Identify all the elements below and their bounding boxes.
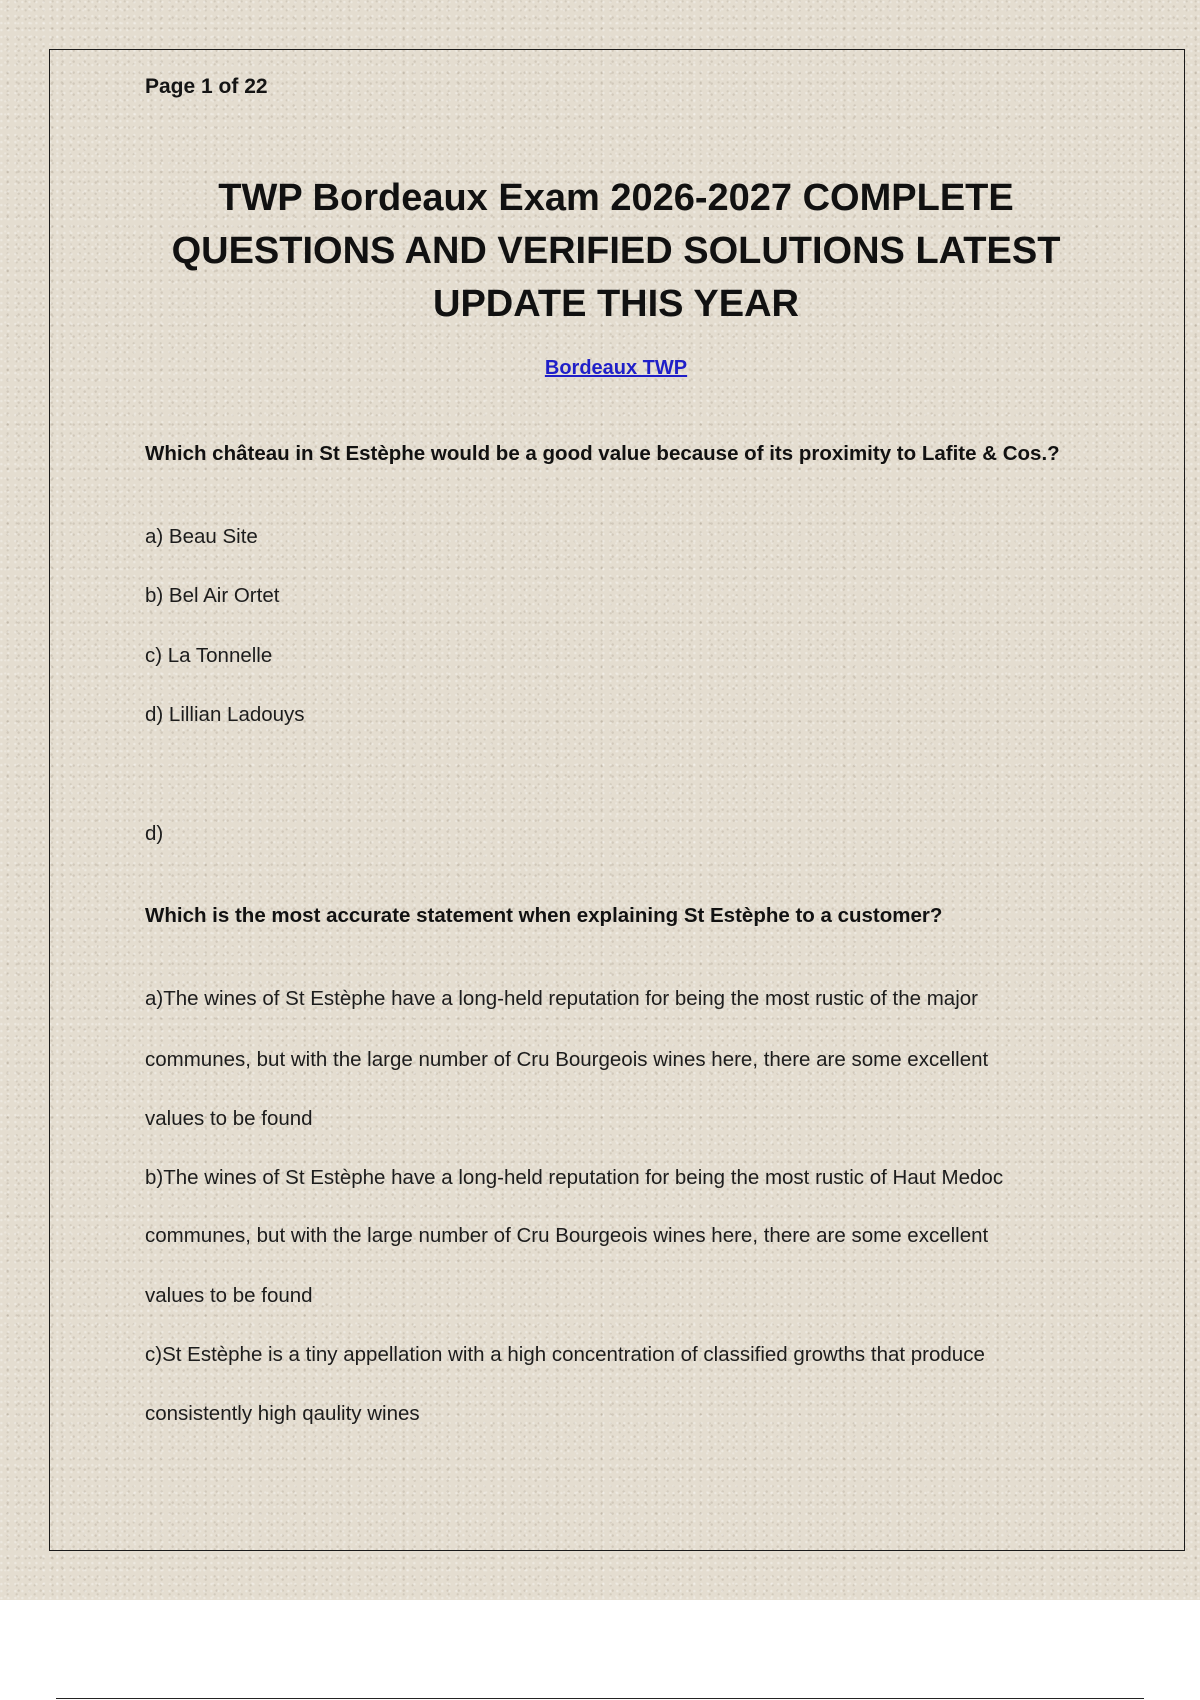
source-link[interactable]: Bordeaux TWP — [544, 357, 688, 379]
question-2-option-line: b)The wines of St Estèphe have a long-held reputation for being the most rustic of Haut Medoc — [145, 1166, 1004, 1189]
question-1-answer: d) — [145, 822, 164, 845]
question-1-option-b: b) Bel Air Ortet — [145, 584, 280, 607]
question-2-option-line: a)The wines of St Estèphe have a long-held reputation for being the most rustic of the major — [145, 987, 978, 1010]
question-2-option-line: consistently high qaulity wines — [145, 1402, 420, 1425]
question-1-option-a: a) Beau Site — [145, 525, 258, 548]
title-line: TWP Bordeaux Exam 2026-2027 COMPLETE — [218, 177, 1014, 219]
question-2-option-line: communes, but with the large number of Cru Bourgeois wines here, there are some excellent — [145, 1224, 989, 1247]
document-title — [145, 172, 1087, 331]
page-number: Page 1 of 22 — [145, 75, 268, 98]
question-2-option-line: values to be found — [145, 1107, 313, 1130]
question-2-option-line: values to be found — [145, 1284, 313, 1307]
question-2-text: Which is the most accurate statement when explaining St Estèphe to a customer? — [145, 904, 943, 927]
question-1-text: Which château in St Estèphe would be a good value because of its proximity to Lafite & Cos.? — [145, 442, 1060, 465]
question-2-option-line: communes, but with the large number of Cru Bourgeois wines here, there are some excellent — [145, 1048, 989, 1071]
question-1-option-c: c) La Tonnelle — [145, 644, 273, 667]
source-link-container — [145, 357, 1087, 380]
question-1-option-d: d) Lillian Ladouys — [145, 703, 305, 726]
title-line: QUESTIONS AND VERIFIED SOLUTIONS LATEST — [171, 230, 1061, 272]
footer-divider — [56, 1698, 1144, 1699]
question-2-option-line: c)St Estèphe is a tiny appellation with a high concentration of classified growths that produce — [145, 1343, 985, 1366]
title-line: UPDATE THIS YEAR — [433, 283, 799, 325]
